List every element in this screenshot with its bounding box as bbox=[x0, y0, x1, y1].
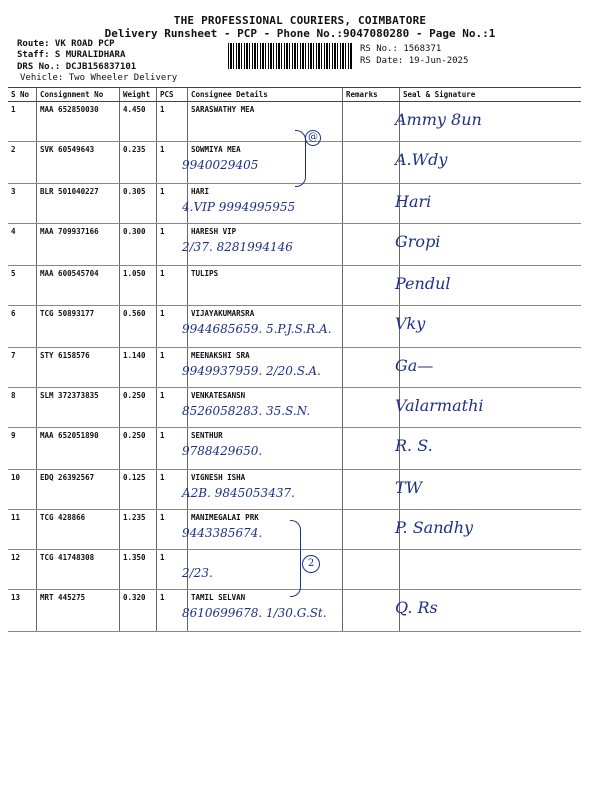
consignment-no: EDQ 26392567 bbox=[37, 470, 120, 510]
pcs: 1 bbox=[157, 470, 188, 510]
row-sno: 4 bbox=[8, 224, 37, 266]
table-row bbox=[8, 266, 581, 306]
consignment-no: MRT 445275 bbox=[37, 590, 120, 632]
route-label: Route: VK ROAD PCP bbox=[17, 39, 115, 49]
handwritten-note: 9944685659. 5.P.J.S.R.A. bbox=[182, 322, 332, 336]
weight: 0.305 bbox=[120, 184, 157, 224]
consignee-name: SOWMIYA MEA bbox=[188, 142, 343, 184]
weight: 1.350 bbox=[120, 550, 157, 590]
row-sno: 9 bbox=[8, 428, 37, 470]
handwritten-note: 4.VIP 9994995955 bbox=[182, 200, 296, 214]
signature: Q. Rs bbox=[395, 598, 438, 617]
signature: Ga— bbox=[395, 356, 434, 375]
row-sno: 12 bbox=[8, 550, 37, 590]
row-sno: 13 bbox=[8, 590, 37, 632]
weight: 0.250 bbox=[120, 388, 157, 428]
table-row bbox=[8, 224, 581, 266]
consignee-name: TULIPS bbox=[188, 266, 343, 306]
weight: 0.300 bbox=[120, 224, 157, 266]
vehicle-label: Vehicle: Two Wheeler Delivery bbox=[20, 73, 178, 83]
handwritten-note: 9949937959. 2/20.S.A. bbox=[182, 364, 321, 378]
consignment-no: STY 6158576 bbox=[37, 348, 120, 388]
consignee-name: TAMIL SELVAN bbox=[188, 590, 343, 632]
signature-cell bbox=[400, 306, 582, 348]
signature: Vky bbox=[395, 314, 426, 333]
pcs: 1 bbox=[157, 348, 188, 388]
col-pcs: PCS bbox=[157, 88, 188, 102]
weight: 0.320 bbox=[120, 590, 157, 632]
consignment-no: TCG 428866 bbox=[37, 510, 120, 550]
rs-no: RS No.: 1568371 bbox=[360, 44, 442, 54]
consignee-name: VIJAYAKUMARSRA bbox=[188, 306, 343, 348]
remarks-cell bbox=[343, 142, 400, 184]
weight: 0.250 bbox=[120, 428, 157, 470]
row-sno: 7 bbox=[8, 348, 37, 388]
consignment-no: TCG 41748308 bbox=[37, 550, 120, 590]
consignment-no: MAA 600545704 bbox=[37, 266, 120, 306]
pcs: 1 bbox=[157, 590, 188, 632]
consignee-name: SENTHUR bbox=[188, 428, 343, 470]
drs-label: DRS No.: DCJB156837101 bbox=[17, 62, 137, 72]
company-title: THE PROFESSIONAL COURIERS, COIMBATORE bbox=[173, 14, 427, 27]
signature-cell bbox=[400, 470, 582, 510]
consignee-name: MANIMEGALAI PRK bbox=[188, 510, 343, 550]
pcs: 1 bbox=[157, 102, 188, 142]
bracket-mark-2 bbox=[290, 520, 301, 597]
col-consignment: Consignment No bbox=[37, 88, 120, 102]
signature: A.Wdy bbox=[395, 150, 448, 169]
signature: R. S. bbox=[395, 436, 433, 455]
row-sno: 1 bbox=[8, 102, 37, 142]
consignment-no: MAA 652051890 bbox=[37, 428, 120, 470]
consignment-no: MAA 652850030 bbox=[37, 102, 120, 142]
consignee-name: HARESH VIP bbox=[188, 224, 343, 266]
col-weight: Weight bbox=[120, 88, 157, 102]
row-sno: 5 bbox=[8, 266, 37, 306]
consignment-no: MAA 709937166 bbox=[37, 224, 120, 266]
signature: Hari bbox=[395, 192, 432, 211]
signature: Valarmathi bbox=[395, 396, 484, 415]
row-sno: 2 bbox=[8, 142, 37, 184]
handwritten-note: 2/37. 8281994146 bbox=[182, 240, 293, 254]
signature: P. Sandhy bbox=[395, 518, 474, 537]
col-signature: Seal & Signature bbox=[400, 88, 582, 102]
remarks-cell bbox=[343, 470, 400, 510]
remarks-cell bbox=[343, 224, 400, 266]
circle-mark-2: 2 bbox=[302, 555, 320, 573]
row-sno: 6 bbox=[8, 306, 37, 348]
consignment-no: SVK 60549643 bbox=[37, 142, 120, 184]
remarks-cell bbox=[343, 590, 400, 632]
handwritten-note: 9940029405 bbox=[182, 158, 259, 172]
pcs: 1 bbox=[157, 266, 188, 306]
remarks-cell bbox=[343, 306, 400, 348]
circle-mark: @ bbox=[305, 130, 321, 146]
pcs: 1 bbox=[157, 428, 188, 470]
remarks-cell bbox=[343, 550, 400, 590]
remarks-cell bbox=[343, 102, 400, 142]
remarks-cell bbox=[343, 388, 400, 428]
handwritten-note: 9788429650. bbox=[182, 444, 263, 458]
staff-label: Staff: S MURALIDHARA bbox=[17, 50, 126, 60]
signature-cell bbox=[400, 550, 582, 590]
remarks-cell bbox=[343, 348, 400, 388]
row-sno: 11 bbox=[8, 510, 37, 550]
pcs: 1 bbox=[157, 388, 188, 428]
remarks-cell bbox=[343, 428, 400, 470]
consignment-no: TCG 50893177 bbox=[37, 306, 120, 348]
signature: Ammy 8un bbox=[395, 110, 482, 129]
col-sno: S No bbox=[8, 88, 37, 102]
rs-date: RS Date: 19-Jun-2025 bbox=[360, 56, 469, 66]
row-sno: 8 bbox=[8, 388, 37, 428]
signature: TW bbox=[395, 478, 423, 497]
weight: 4.450 bbox=[120, 102, 157, 142]
pcs: 1 bbox=[157, 184, 188, 224]
consignee-name: SARASWATHY MEA bbox=[188, 102, 343, 142]
table-row bbox=[8, 428, 581, 470]
signature: Gropi bbox=[395, 232, 441, 251]
col-remarks: Remarks bbox=[343, 88, 400, 102]
consignee-name: HARI bbox=[188, 184, 343, 224]
col-consignee: Consignee Details bbox=[188, 88, 343, 102]
runsheet-subtitle: Delivery Runsheet - PCP - Phone No.:9047080280 - Page No.:1 bbox=[104, 27, 496, 40]
remarks-cell bbox=[343, 266, 400, 306]
remarks-cell bbox=[343, 510, 400, 550]
consignee-name: VENKATESANSN bbox=[188, 388, 343, 428]
row-sno: 3 bbox=[8, 184, 37, 224]
weight: 1.235 bbox=[120, 510, 157, 550]
pcs: 1 bbox=[157, 306, 188, 348]
handwritten-note: 8610699678. 1/30.G.St. bbox=[182, 606, 327, 620]
consignment-no: BLR 501040227 bbox=[37, 184, 120, 224]
pcs: 1 bbox=[157, 550, 188, 590]
weight: 0.235 bbox=[120, 142, 157, 184]
pcs: 1 bbox=[157, 510, 188, 550]
pcs: 1 bbox=[157, 224, 188, 266]
handwritten-note: A2B. 9845053437. bbox=[182, 486, 295, 500]
consignee-name: VIGNESH ISHA bbox=[188, 470, 343, 510]
barcode bbox=[228, 43, 353, 69]
weight: 1.140 bbox=[120, 348, 157, 388]
handwritten-note: 2/23. bbox=[182, 566, 213, 580]
signature: Pendul bbox=[395, 274, 451, 293]
handwritten-note: 9443385674. bbox=[182, 526, 263, 540]
weight: 1.050 bbox=[120, 266, 157, 306]
handwritten-note: 8526058283. 35.S.N. bbox=[182, 404, 311, 418]
weight: 0.560 bbox=[120, 306, 157, 348]
consignee-name: MEENAKSHI SRA bbox=[188, 348, 343, 388]
consignment-no: SLM 372373835 bbox=[37, 388, 120, 428]
remarks-cell bbox=[343, 184, 400, 224]
weight: 0.125 bbox=[120, 470, 157, 510]
table-header-row bbox=[8, 88, 581, 102]
row-sno: 10 bbox=[8, 470, 37, 510]
pcs: 1 bbox=[157, 142, 188, 184]
